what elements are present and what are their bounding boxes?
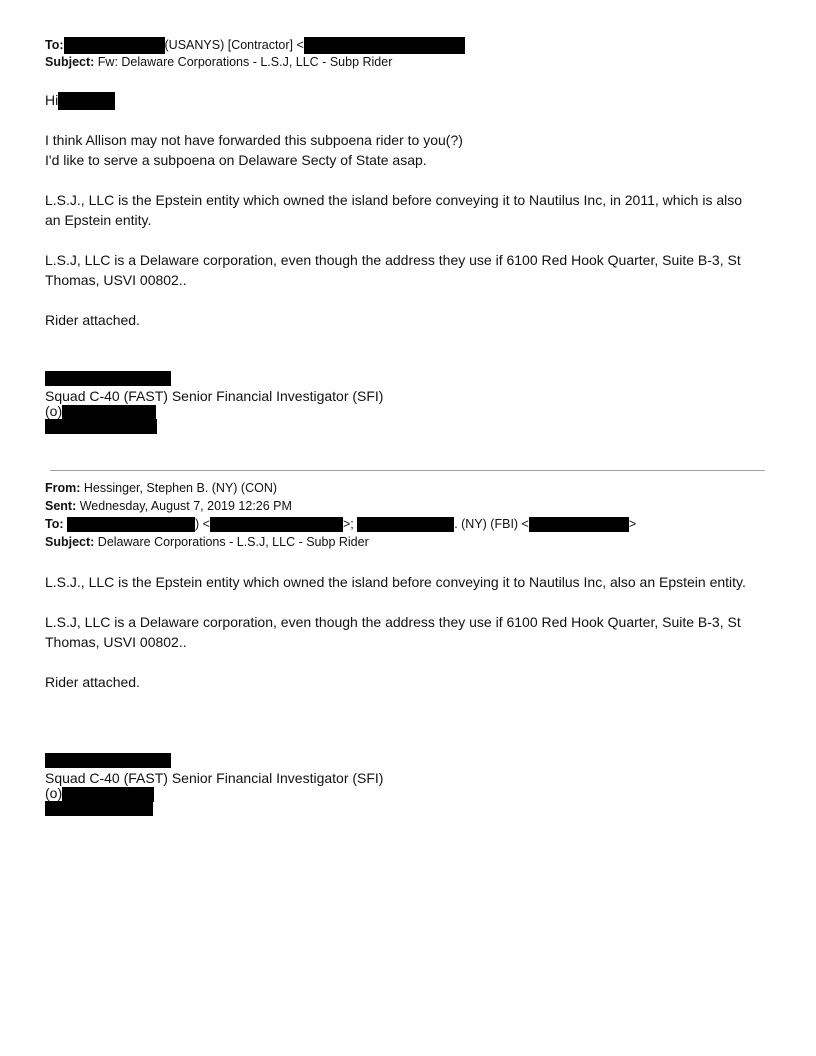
redaction-block xyxy=(210,517,343,532)
forward-to-line xyxy=(45,37,465,54)
subject-text: Delaware Corporations - L.S.J, LLC - Subp Rider xyxy=(97,535,369,549)
from-label: From: xyxy=(45,481,81,495)
signature-title: Squad C-40 (FAST) Senior Financial Investigator (SFI) xyxy=(45,770,384,786)
body-paragraph: an Epstein entity. xyxy=(45,212,152,228)
to-label: To: xyxy=(45,517,64,531)
redaction-block xyxy=(58,92,115,110)
body-paragraph: Rider attached. xyxy=(45,312,140,328)
redaction-block xyxy=(64,37,165,54)
redaction-block xyxy=(45,753,171,768)
sent-text: Wednesday, August 7, 2019 12:26 PM xyxy=(79,499,292,513)
redaction-block xyxy=(67,517,195,532)
from-text: Hessinger, Stephen B. (NY) (CON) xyxy=(83,481,278,495)
forward-subject-line xyxy=(45,55,392,69)
to-label: To: xyxy=(45,37,64,52)
body-paragraph: L.S.J, LLC is a Delaware corporation, even though the address they use if 6100 Red Hook Quarter, Suite B-3, St xyxy=(45,252,741,268)
redaction-block xyxy=(62,405,156,420)
phone-label: (o) xyxy=(45,403,63,419)
redaction-block xyxy=(62,787,154,802)
redaction-block xyxy=(304,37,465,54)
phone-label: (o) xyxy=(45,785,63,801)
greeting-line xyxy=(45,92,115,110)
to-part: > xyxy=(628,517,637,531)
signature-title: Squad C-40 (FAST) Senior Financial Investigator (SFI) xyxy=(45,388,384,404)
subject-text: Fw: Delaware Corporations - L.S.J, LLC - Subp Rider xyxy=(97,55,393,69)
to-recipient: (USANYS) [Contractor] < xyxy=(164,37,304,52)
body-paragraph: Rider attached. xyxy=(45,674,140,690)
signature-phone xyxy=(45,403,156,420)
original-subject-line xyxy=(45,535,369,549)
body-paragraph: Thomas, USVI 00802.. xyxy=(45,634,187,650)
sent-label: Sent: xyxy=(45,499,77,513)
redaction-block xyxy=(45,419,157,434)
redaction-block xyxy=(357,517,454,532)
subject-label: Subject: xyxy=(45,55,95,69)
message-divider xyxy=(50,470,765,471)
body-paragraph: I think Allison may not have forwarded this subpoena rider to you(?) xyxy=(45,132,463,148)
redaction-block xyxy=(529,517,629,532)
greeting-text: Hi xyxy=(45,92,59,108)
to-part: >; xyxy=(342,517,354,531)
body-paragraph: Thomas, USVI 00802.. xyxy=(45,272,187,288)
original-to-line xyxy=(45,517,636,532)
signature-phone xyxy=(45,785,154,802)
original-sent-line xyxy=(45,499,292,513)
redaction-block xyxy=(45,371,171,386)
body-paragraph: L.S.J., LLC is the Epstein entity which owned the island before conveying it to Nautilus Inc, also an Epstein entity. xyxy=(45,574,746,590)
to-part: ) < xyxy=(195,517,210,531)
redaction-block xyxy=(45,801,153,816)
original-from-line xyxy=(45,481,277,495)
body-paragraph: L.S.J, LLC is a Delaware corporation, even though the address they use if 6100 Red Hook Quarter, Suite B-3, St xyxy=(45,614,741,630)
to-part: . (NY) (FBI) < xyxy=(454,517,529,531)
body-paragraph: L.S.J., LLC is the Epstein entity which owned the island before conveying it to Nautilus Inc, in 2011, which is also xyxy=(45,192,743,208)
subject-label: Subject: xyxy=(45,535,95,549)
body-paragraph: I'd like to serve a subpoena on Delaware Secty of State asap. xyxy=(45,152,427,168)
